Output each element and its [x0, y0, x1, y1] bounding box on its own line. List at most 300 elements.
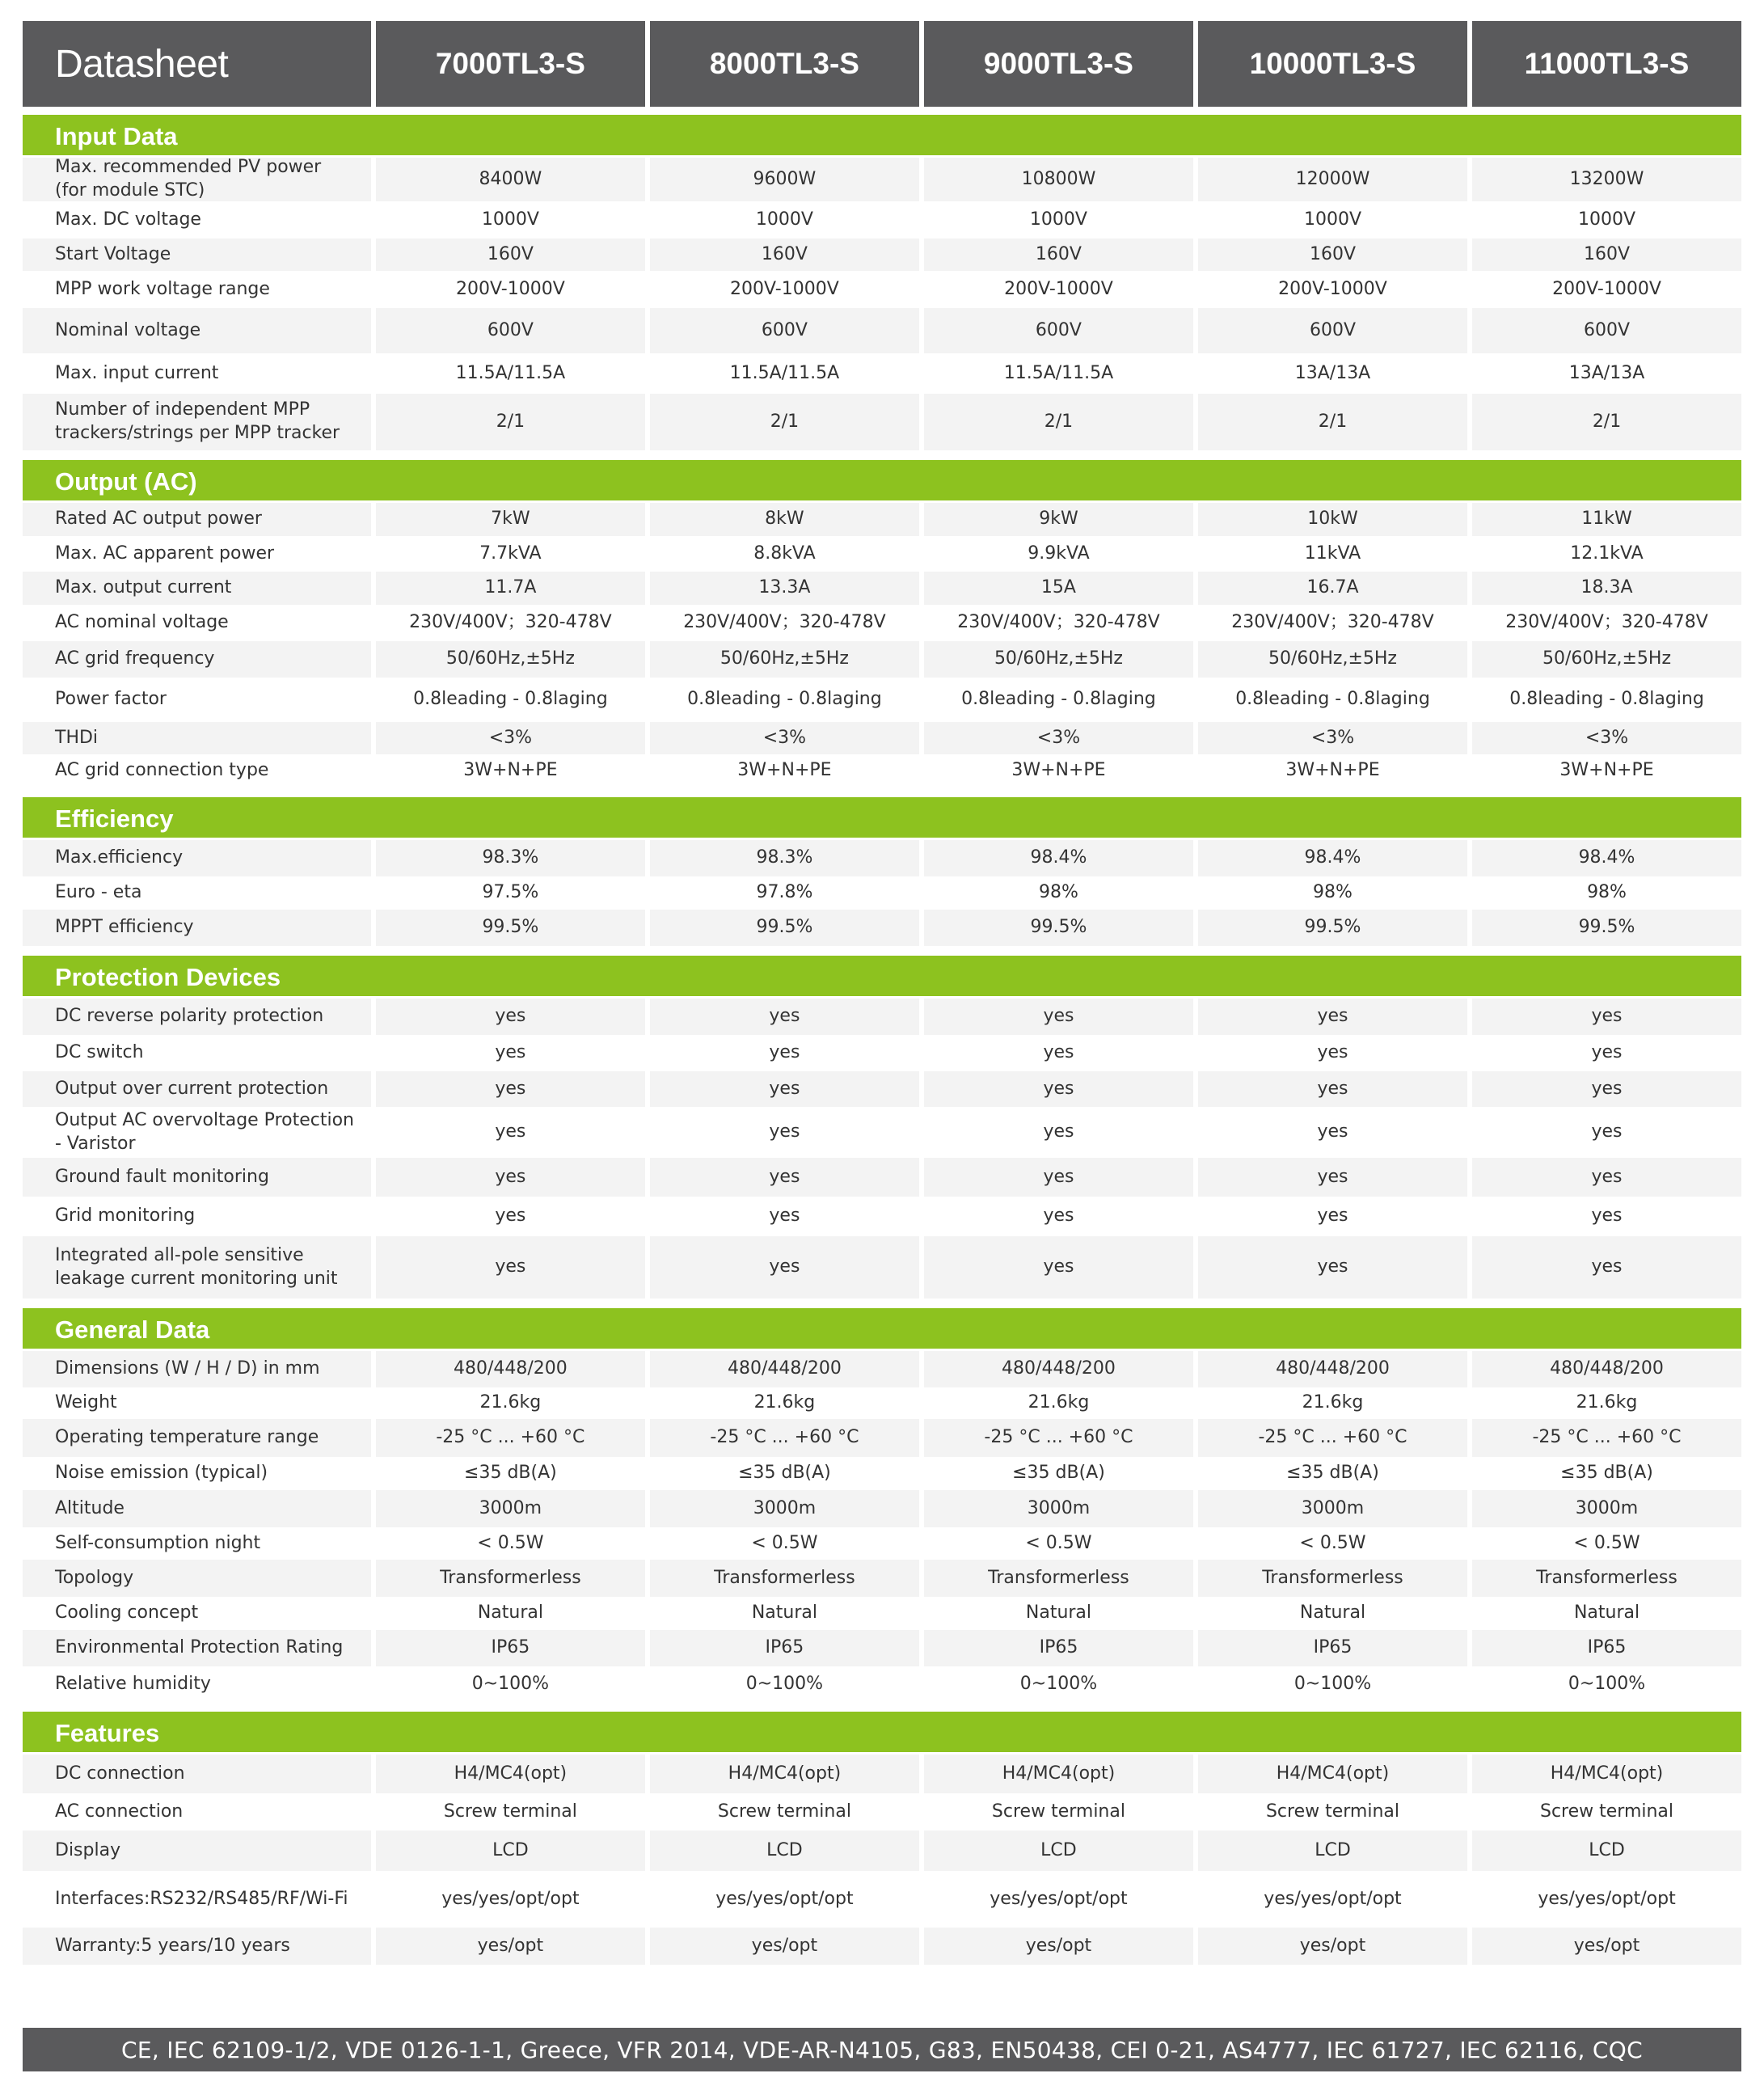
table-row — [23, 605, 1741, 641]
value-cell: 1000V — [1472, 201, 1741, 239]
table-row — [23, 1831, 1741, 1871]
datasheet-title: Datasheet — [23, 21, 371, 107]
table-row — [23, 1560, 1741, 1597]
value-cell: Natural — [376, 1597, 645, 1630]
table-row — [23, 1457, 1741, 1490]
row-label: Max.efficiency — [23, 840, 371, 876]
value-cell: yes — [924, 1035, 1193, 1071]
value-cell: H4/MC4(opt) — [376, 1755, 645, 1793]
value-cell: 99.5% — [1472, 910, 1741, 946]
value-cell: 0.8leading - 0.8laging — [650, 678, 919, 722]
value-cell: Screw terminal — [1472, 1793, 1741, 1831]
value-cell: H4/MC4(opt) — [1198, 1755, 1467, 1793]
table-row — [23, 876, 1741, 910]
value-cell: 99.5% — [1198, 910, 1467, 946]
value-cell: IP65 — [924, 1630, 1193, 1666]
model-header: 8000TL3-S — [650, 21, 919, 107]
value-cell: 230V/400V；320-478V — [924, 605, 1193, 641]
table-row — [23, 1107, 1741, 1158]
value-cell: 3000m — [376, 1490, 645, 1527]
row-label: AC nominal voltage — [23, 605, 371, 641]
table-row — [23, 1630, 1741, 1666]
section-title: Efficiency — [23, 797, 1741, 838]
value-cell: 16.7A — [1198, 572, 1467, 605]
table-row — [23, 201, 1741, 239]
row-label: Max. AC apparent power — [23, 536, 371, 572]
value-cell: yes/opt — [650, 1928, 919, 1965]
table-row — [23, 271, 1741, 308]
value-cell: 21.6kg — [1472, 1387, 1741, 1419]
row-label: AC grid frequency — [23, 641, 371, 678]
value-cell: yes — [650, 1107, 919, 1158]
value-cell: yes — [924, 1197, 1193, 1236]
input-data-section — [23, 115, 1741, 450]
table-row — [23, 999, 1741, 1035]
value-cell: H4/MC4(opt) — [1472, 1755, 1741, 1793]
value-cell: yes/opt — [376, 1928, 645, 1965]
table-row — [23, 1871, 1741, 1928]
value-cell: yes — [1198, 1158, 1467, 1197]
general-data-section — [23, 1308, 1741, 1702]
value-cell: 600V — [650, 308, 919, 353]
value-cell: yes — [376, 1071, 645, 1107]
row-label: Cooling concept — [23, 1597, 371, 1630]
value-cell: < 0.5W — [650, 1527, 919, 1560]
value-cell: 2/1 — [650, 394, 919, 450]
value-cell: 50/60Hz,±5Hz — [1472, 641, 1741, 678]
value-cell: 99.5% — [924, 910, 1193, 946]
row-label: Integrated all-pole sensitive leakage current monitoring unit — [23, 1236, 371, 1298]
row-label: Relative humidity — [23, 1666, 371, 1702]
value-cell: LCD — [376, 1831, 645, 1871]
value-cell: 600V — [1472, 308, 1741, 353]
table-row — [23, 536, 1741, 572]
value-cell: < 0.5W — [1472, 1527, 1741, 1560]
value-cell: 99.5% — [376, 910, 645, 946]
value-cell: < 0.5W — [924, 1527, 1193, 1560]
section-title: Features — [23, 1712, 1741, 1752]
value-cell: 3W+N+PE — [1472, 754, 1741, 788]
value-cell: 21.6kg — [376, 1387, 645, 1419]
value-cell: LCD — [650, 1831, 919, 1871]
value-cell: Transformerless — [1472, 1560, 1741, 1597]
value-cell: IP65 — [376, 1630, 645, 1666]
value-cell: Transformerless — [924, 1560, 1193, 1597]
value-cell: yes — [1472, 1158, 1741, 1197]
protection-devices-section — [23, 956, 1741, 1298]
row-label: Interfaces:RS232/RS485/RF/Wi-Fi — [23, 1871, 371, 1928]
value-cell: 160V — [1198, 239, 1467, 271]
row-label: Self-consumption night — [23, 1527, 371, 1560]
row-label: Grid monitoring — [23, 1197, 371, 1236]
table-row — [23, 158, 1741, 201]
value-cell: H4/MC4(opt) — [650, 1755, 919, 1793]
value-cell: 200V-1000V — [1198, 271, 1467, 308]
value-cell: ≤35 dB(A) — [1472, 1457, 1741, 1490]
row-label: Number of independent MPP trackers/strings per MPP tracker — [23, 394, 371, 450]
section-title: Output (AC) — [23, 460, 1741, 500]
value-cell: LCD — [1472, 1831, 1741, 1871]
value-cell: yes — [650, 1035, 919, 1071]
datasheet-table — [23, 21, 1741, 1974]
value-cell: yes — [376, 1107, 645, 1158]
value-cell: yes — [1472, 1035, 1741, 1071]
value-cell: 3000m — [1198, 1490, 1467, 1527]
value-cell: 0~100% — [924, 1666, 1193, 1702]
value-cell: Screw terminal — [650, 1793, 919, 1831]
value-cell: 0.8leading - 0.8laging — [1472, 678, 1741, 722]
row-label: MPP work voltage range — [23, 271, 371, 308]
value-cell: 98% — [924, 876, 1193, 910]
value-cell: 8400W — [376, 158, 645, 201]
value-cell: 200V-1000V — [650, 271, 919, 308]
value-cell: yes — [376, 1236, 645, 1298]
value-cell: 600V — [1198, 308, 1467, 353]
table-row — [23, 353, 1741, 394]
table-row — [23, 678, 1741, 722]
value-cell: 13200W — [1472, 158, 1741, 201]
row-label: AC grid connection type — [23, 754, 371, 788]
model-header: 9000TL3-S — [924, 21, 1193, 107]
value-cell: yes/yes/opt/opt — [650, 1871, 919, 1928]
value-cell: yes — [1472, 1107, 1741, 1158]
value-cell: 1000V — [924, 201, 1193, 239]
sections-container — [23, 115, 1741, 1965]
value-cell: 50/60Hz,±5Hz — [1198, 641, 1467, 678]
value-cell: Transformerless — [376, 1560, 645, 1597]
value-cell: 98% — [1472, 876, 1741, 910]
value-cell: H4/MC4(opt) — [924, 1755, 1193, 1793]
value-cell: Natural — [924, 1597, 1193, 1630]
value-cell: yes — [1198, 1071, 1467, 1107]
value-cell: 11kW — [1472, 503, 1741, 536]
table-row — [23, 1666, 1741, 1702]
value-cell: <3% — [924, 722, 1193, 754]
table-row — [23, 1197, 1741, 1236]
value-cell: yes — [376, 1035, 645, 1071]
value-cell: < 0.5W — [376, 1527, 645, 1560]
value-cell: yes — [1198, 1035, 1467, 1071]
row-label: Rated AC output power — [23, 503, 371, 536]
value-cell: 3000m — [924, 1490, 1193, 1527]
value-cell: -25 °C ... +60 °C — [1472, 1419, 1741, 1457]
table-row — [23, 572, 1741, 605]
output-ac-section — [23, 460, 1741, 788]
model-header: 11000TL3-S — [1472, 21, 1741, 107]
value-cell: 0~100% — [376, 1666, 645, 1702]
value-cell: 50/60Hz,±5Hz — [650, 641, 919, 678]
value-cell: 13A/13A — [1472, 353, 1741, 394]
value-cell: 8kW — [650, 503, 919, 536]
value-cell: yes — [650, 1236, 919, 1298]
table-row — [23, 910, 1741, 946]
section-title: Protection Devices — [23, 956, 1741, 996]
value-cell: 97.8% — [650, 876, 919, 910]
value-cell: 3W+N+PE — [376, 754, 645, 788]
value-cell: 3W+N+PE — [650, 754, 919, 788]
value-cell: yes/opt — [924, 1928, 1193, 1965]
value-cell: yes/yes/opt/opt — [924, 1871, 1193, 1928]
row-label: Nominal voltage — [23, 308, 371, 353]
value-cell: 98.4% — [1472, 840, 1741, 876]
row-label: MPPT efficiency — [23, 910, 371, 946]
table-row — [23, 840, 1741, 876]
value-cell: 98.3% — [376, 840, 645, 876]
value-cell: 1000V — [376, 201, 645, 239]
header-row — [23, 21, 1741, 107]
value-cell: 21.6kg — [650, 1387, 919, 1419]
value-cell: yes — [650, 1197, 919, 1236]
row-label: Noise emission (typical) — [23, 1457, 371, 1490]
row-label: Ground fault monitoring — [23, 1158, 371, 1197]
value-cell: yes — [1472, 1236, 1741, 1298]
row-label: Dimensions (W / H / D) in mm — [23, 1351, 371, 1387]
value-cell: Natural — [1472, 1597, 1741, 1630]
row-label: Power factor — [23, 678, 371, 722]
row-label: Display — [23, 1831, 371, 1871]
value-cell: IP65 — [1472, 1630, 1741, 1666]
value-cell: IP65 — [650, 1630, 919, 1666]
value-cell: <3% — [1198, 722, 1467, 754]
value-cell: 200V-1000V — [376, 271, 645, 308]
table-row — [23, 1236, 1741, 1298]
value-cell: -25 °C ... +60 °C — [650, 1419, 919, 1457]
value-cell: yes/opt — [1198, 1928, 1467, 1965]
value-cell: 8.8kVA — [650, 536, 919, 572]
row-label: DC reverse polarity protection — [23, 999, 371, 1035]
value-cell: 0.8leading - 0.8laging — [376, 678, 645, 722]
value-cell: yes — [924, 1236, 1193, 1298]
model-header: 10000TL3-S — [1198, 21, 1467, 107]
table-row — [23, 394, 1741, 450]
value-cell: 480/448/200 — [924, 1351, 1193, 1387]
value-cell: 0~100% — [1198, 1666, 1467, 1702]
value-cell: 1000V — [650, 201, 919, 239]
value-cell: 480/448/200 — [650, 1351, 919, 1387]
value-cell: yes — [1472, 1197, 1741, 1236]
value-cell: 98.4% — [924, 840, 1193, 876]
value-cell: <3% — [1472, 722, 1741, 754]
value-cell: 2/1 — [1198, 394, 1467, 450]
value-cell: yes — [1198, 1107, 1467, 1158]
value-cell: 18.3A — [1472, 572, 1741, 605]
value-cell: 99.5% — [650, 910, 919, 946]
value-cell: 160V — [650, 239, 919, 271]
value-cell: yes/opt — [1472, 1928, 1741, 1965]
table-row — [23, 308, 1741, 353]
row-label: Max. recommended PV power (for module STC) — [23, 158, 371, 201]
value-cell: 480/448/200 — [1472, 1351, 1741, 1387]
value-cell: LCD — [924, 1831, 1193, 1871]
table-row — [23, 1527, 1741, 1560]
value-cell: 230V/400V；320-478V — [1472, 605, 1741, 641]
features-section — [23, 1712, 1741, 1965]
value-cell: 11.5A/11.5A — [650, 353, 919, 394]
row-label: Euro - eta — [23, 876, 371, 910]
value-cell: 11.5A/11.5A — [924, 353, 1193, 394]
value-cell: LCD — [1198, 1831, 1467, 1871]
value-cell: 0~100% — [650, 1666, 919, 1702]
value-cell: 9600W — [650, 158, 919, 201]
row-label: Operating temperature range — [23, 1419, 371, 1457]
value-cell: 2/1 — [1472, 394, 1741, 450]
row-label: Environmental Protection Rating — [23, 1630, 371, 1666]
value-cell: Natural — [650, 1597, 919, 1630]
value-cell: yes — [376, 1158, 645, 1197]
value-cell: 12.1kVA — [1472, 536, 1741, 572]
table-row — [23, 1035, 1741, 1071]
value-cell: 15A — [924, 572, 1193, 605]
value-cell: -25 °C ... +60 °C — [376, 1419, 645, 1457]
value-cell: <3% — [650, 722, 919, 754]
value-cell: 10kW — [1198, 503, 1467, 536]
value-cell: Natural — [1198, 1597, 1467, 1630]
value-cell: 9kW — [924, 503, 1193, 536]
value-cell: yes — [1198, 999, 1467, 1035]
value-cell: 230V/400V；320-478V — [376, 605, 645, 641]
value-cell: 11.5A/11.5A — [376, 353, 645, 394]
value-cell: -25 °C ... +60 °C — [924, 1419, 1193, 1457]
value-cell: yes/yes/opt/opt — [376, 1871, 645, 1928]
value-cell: Screw terminal — [1198, 1793, 1467, 1831]
value-cell: 13A/13A — [1198, 353, 1467, 394]
table-row — [23, 641, 1741, 678]
value-cell: 480/448/200 — [376, 1351, 645, 1387]
section-title: General Data — [23, 1308, 1741, 1349]
value-cell: 12000W — [1198, 158, 1467, 201]
value-cell: ≤35 dB(A) — [924, 1457, 1193, 1490]
value-cell: 13.3A — [650, 572, 919, 605]
value-cell: yes — [376, 999, 645, 1035]
value-cell: Transformerless — [650, 1560, 919, 1597]
table-row — [23, 1597, 1741, 1630]
value-cell: 50/60Hz,±5Hz — [376, 641, 645, 678]
value-cell: yes — [376, 1197, 645, 1236]
row-label: Weight — [23, 1387, 371, 1419]
table-row — [23, 1755, 1741, 1793]
value-cell: 230V/400V；320-478V — [1198, 605, 1467, 641]
value-cell: 10800W — [924, 158, 1193, 201]
value-cell: 3000m — [650, 1490, 919, 1527]
table-row — [23, 754, 1741, 788]
value-cell: Screw terminal — [924, 1793, 1193, 1831]
value-cell: 0.8leading - 0.8laging — [924, 678, 1193, 722]
value-cell: -25 °C ... +60 °C — [1198, 1419, 1467, 1457]
value-cell: yes — [1198, 1197, 1467, 1236]
value-cell: yes — [924, 1107, 1193, 1158]
value-cell: < 0.5W — [1198, 1527, 1467, 1560]
value-cell: yes — [924, 1071, 1193, 1107]
value-cell: Transformerless — [1198, 1560, 1467, 1597]
row-label: Output over current protection — [23, 1071, 371, 1107]
table-row — [23, 239, 1741, 271]
model-header: 7000TL3-S — [376, 21, 645, 107]
row-label: Warranty:5 years/10 years — [23, 1928, 371, 1965]
value-cell: IP65 — [1198, 1630, 1467, 1666]
value-cell: 200V-1000V — [1472, 271, 1741, 308]
value-cell: yes — [924, 999, 1193, 1035]
table-row — [23, 1928, 1741, 1965]
row-label: DC connection — [23, 1755, 371, 1793]
value-cell: 97.5% — [376, 876, 645, 910]
value-cell: 21.6kg — [1198, 1387, 1467, 1419]
value-cell: 3W+N+PE — [924, 754, 1193, 788]
row-label: Altitude — [23, 1490, 371, 1527]
value-cell: 50/60Hz,±5Hz — [924, 641, 1193, 678]
value-cell: ≤35 dB(A) — [376, 1457, 645, 1490]
value-cell: 7kW — [376, 503, 645, 536]
value-cell: yes/yes/opt/opt — [1198, 1871, 1467, 1928]
row-label: DC switch — [23, 1035, 371, 1071]
value-cell: yes — [924, 1158, 1193, 1197]
certifications-footer: CE, IEC 62109-1/2, VDE 0126-1-1, Greece, VFR 2014, VDE-AR-N4105, G83, EN50438, CEI 0-21, AS4777, IEC 61727, IEC 62116, CQC — [23, 2028, 1741, 2071]
row-label: Max. input current — [23, 353, 371, 394]
value-cell: 600V — [376, 308, 645, 353]
value-cell: 480/448/200 — [1198, 1351, 1467, 1387]
value-cell: yes — [1198, 1236, 1467, 1298]
value-cell: 3000m — [1472, 1490, 1741, 1527]
value-cell: 230V/400V；320-478V — [650, 605, 919, 641]
value-cell: 11kVA — [1198, 536, 1467, 572]
value-cell: 160V — [924, 239, 1193, 271]
value-cell: 7.7kVA — [376, 536, 645, 572]
value-cell: 11.7A — [376, 572, 645, 605]
value-cell: 21.6kg — [924, 1387, 1193, 1419]
value-cell: 1000V — [1198, 201, 1467, 239]
row-label: Max. DC voltage — [23, 201, 371, 239]
table-row — [23, 503, 1741, 536]
value-cell: 160V — [1472, 239, 1741, 271]
table-row — [23, 1071, 1741, 1107]
row-label: Topology — [23, 1560, 371, 1597]
value-cell: yes — [650, 999, 919, 1035]
row-label: AC connection — [23, 1793, 371, 1831]
row-label: Start Voltage — [23, 239, 371, 271]
value-cell: yes — [650, 1158, 919, 1197]
value-cell: 0.8leading - 0.8laging — [1198, 678, 1467, 722]
table-row — [23, 1158, 1741, 1197]
value-cell: 3W+N+PE — [1198, 754, 1467, 788]
row-label: Output AC overvoltage Protection - Varistor — [23, 1107, 371, 1158]
value-cell: 0~100% — [1472, 1666, 1741, 1702]
table-row — [23, 722, 1741, 754]
section-title: Input Data — [23, 115, 1741, 155]
table-row — [23, 1387, 1741, 1419]
value-cell: <3% — [376, 722, 645, 754]
row-label: THDi — [23, 722, 371, 754]
value-cell: yes/yes/opt/opt — [1472, 1871, 1741, 1928]
value-cell: 98% — [1198, 876, 1467, 910]
value-cell: yes — [650, 1071, 919, 1107]
value-cell: ≤35 dB(A) — [1198, 1457, 1467, 1490]
value-cell: 98.4% — [1198, 840, 1467, 876]
value-cell: yes — [1472, 999, 1741, 1035]
value-cell: 9.9kVA — [924, 536, 1193, 572]
table-row — [23, 1490, 1741, 1527]
row-label: Max. output current — [23, 572, 371, 605]
value-cell: 2/1 — [924, 394, 1193, 450]
value-cell: 98.3% — [650, 840, 919, 876]
value-cell: yes — [1472, 1071, 1741, 1107]
table-row — [23, 1793, 1741, 1831]
value-cell: 600V — [924, 308, 1193, 353]
efficiency-section — [23, 797, 1741, 946]
table-row — [23, 1351, 1741, 1387]
value-cell: 160V — [376, 239, 645, 271]
value-cell: Screw terminal — [376, 1793, 645, 1831]
value-cell: ≤35 dB(A) — [650, 1457, 919, 1490]
value-cell: 2/1 — [376, 394, 645, 450]
